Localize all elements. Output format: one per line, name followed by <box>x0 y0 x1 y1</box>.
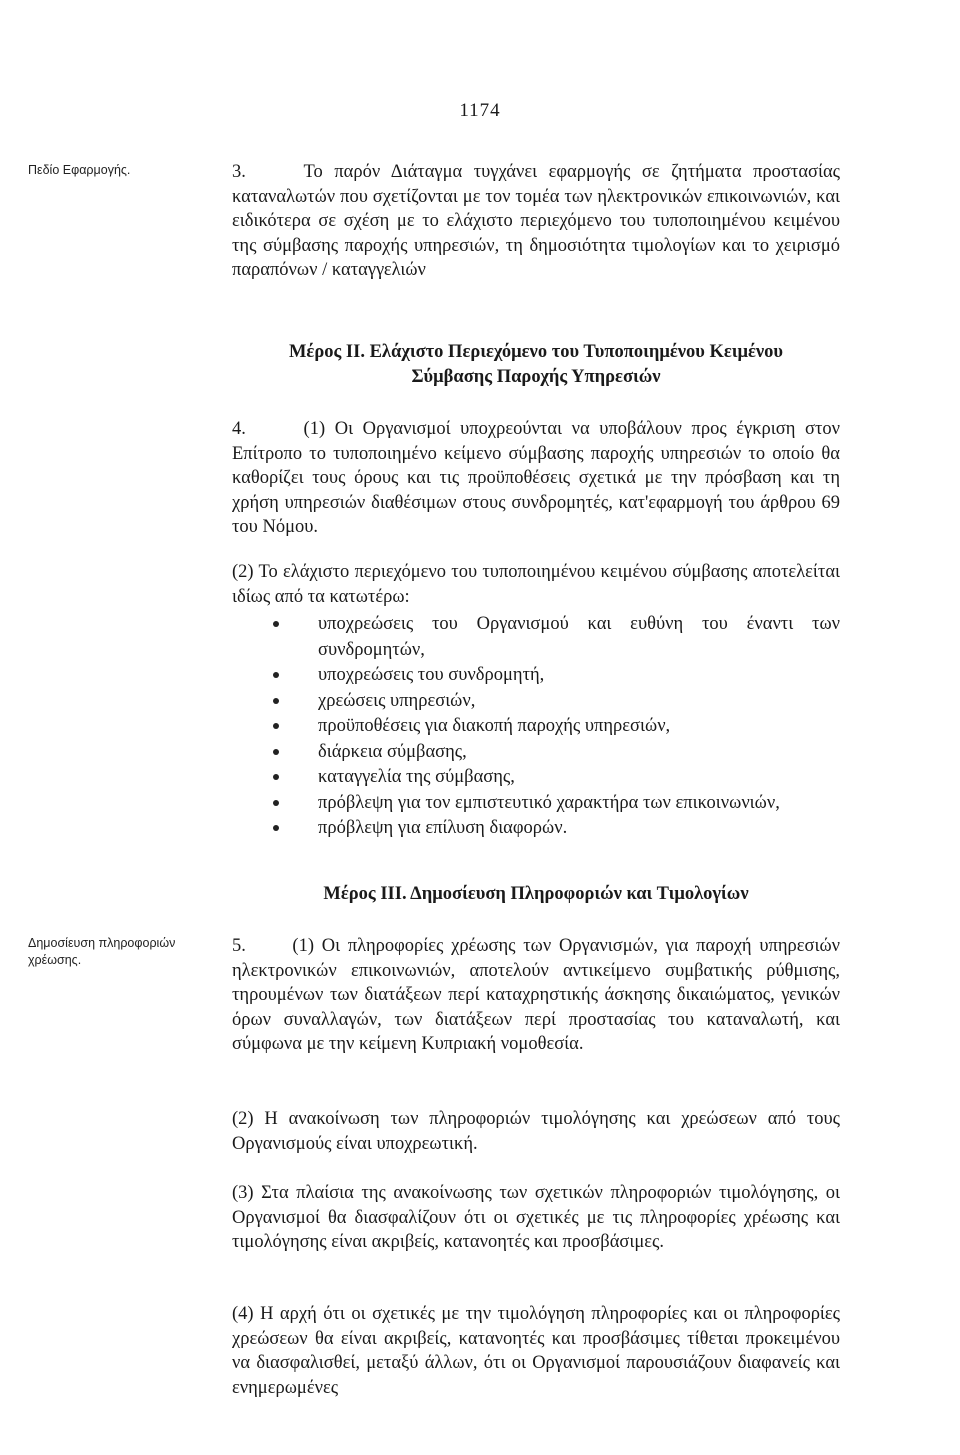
bullet-icon <box>273 672 279 678</box>
margin-note-publication: Δημοσίευση πληροφοριών χρέωσης. <box>28 936 176 967</box>
part-3-heading: Μέρος ΙΙΙ. Δημοσίευση Πληροφοριών και Τιμολογίων <box>323 884 749 904</box>
list-item: υποχρεώσεις του Οργανισμού και ευθύνη του έναντι των συνδρομητών, <box>318 612 840 663</box>
paragraph-5-1-text: (1) Οι πληροφορίες χρέωσης των Οργανισμών, για παροχή υπηρεσιών ηλεκτρονικών επικοινωνιών, αποτελούν αντικείμενο συμβατικής ρύθμισης, τηρουμένων των διατάξεων περί καταχρηστικής άσκησης δικαιώματος, γενικών όρων συναλλαγών, των διατάξεων περί προστασίας του καταναλωτή, και σύμφωνα με την κείμενη Κυπριακή νομοθεσία. <box>232 936 840 1055</box>
paragraph-4-1 <box>232 417 840 540</box>
bullet-icon <box>273 800 279 806</box>
bullet-icon <box>273 621 279 627</box>
paragraph-4-number: 4. <box>232 419 246 439</box>
paragraph-5-1 <box>232 934 840 1057</box>
paragraph-4-2-intro: (2) Το ελάχιστο περιεχόμενο του τυποποιημένου κειμένου σύμβασης αποτελείται ιδίως από τα κατωτέρω: <box>232 562 840 607</box>
paragraph-5-4: (4) Η αρχή ότι οι σχετικές με την τιμολόγηση πληροφορίες και οι πληροφορίες χρεώσεων θα είναι ακριβείς, κατανοητές και προσβάσιμες τίθεται προκειμένου να διασφαλισθεί, μεταξύ άλλων, ότι οι Οργανισμοί παρουσιάζουν διαφανείς και ενημερωμένες <box>232 1304 840 1398</box>
bullet-icon <box>273 698 279 704</box>
part-2-heading <box>232 340 840 390</box>
paragraph-5-number: 5. <box>232 936 246 956</box>
paragraph-3-number: 3. <box>232 162 246 182</box>
paragraph-5-2: (2) Η ανακοίνωση των πληροφοριών τιμολόγησης και χρεώσεων από τους Οργανισμούς είναι υποχρεωτική. <box>232 1109 840 1154</box>
paragraph-5-3: (3) Στα πλαίσια της ανακοίνωσης των σχετικών πληροφοριών τιμολόγησης, οι Οργανισμοί θα διασφαλίζουν ότι οι σχετικές με τις πληροφορίες χρέωσης και τιμολόγησης είναι ακριβείς, κατανοητές και προσβάσιμες. <box>232 1183 840 1253</box>
list-item: διάρκεια σύμβασης, <box>318 740 840 766</box>
list-item: χρεώσεις υπηρεσιών, <box>318 689 840 715</box>
list-item: προϋποθέσεις για διακοπή παροχής υπηρεσιών, <box>318 714 840 740</box>
bullet-icon <box>273 774 279 780</box>
paragraph-3 <box>232 160 840 283</box>
part-2-heading-line1: Μέρος ΙΙ. Ελάχιστο Περιεχόμενο του Τυποποιημένου Κειμένου <box>288 342 784 362</box>
paragraph-3-text: Το παρόν Διάταγμα τυγχάνει εφαρμογής σε ζητήματα προστασίας καταναλωτών που σχετίζονται με τον τομέα των ηλεκτρονικών επικοινωνιών, και ειδικότερα σε σχέση με το ελάχιστο περιεχόμενο του τυποποιημένου κειμένου της σύμβασης παροχής υπηρεσιών, τη δημοσιότητα τιμολογίων και το χειρισμό παραπόνων / καταγγελιών <box>232 162 840 281</box>
list-item: υποχρεώσεις του συνδρομητή, <box>318 663 840 689</box>
page-number: 1174 <box>459 100 501 121</box>
list-item: πρόβλεψη για τον εμπιστευτικό χαρακτήρα των επικοινωνιών, <box>318 791 840 817</box>
bullet-icon <box>273 825 279 831</box>
list-item: καταγγελία της σύμβασης, <box>318 765 840 791</box>
contract-content-list <box>318 612 840 842</box>
paragraph-4-1-text: (1) Οι Οργανισμοί υποχρεούνται να υποβάλουν προς έγκριση στον Επίτροπο το τυποποιημένο κείμενο σύμβασης παροχής υπηρεσιών το οποίο θα καθορίζει τους όρους και τις προϋποθέσεις σχετικά με την πρόσβαση και τη χρήση υπηρεσιών διαθέσιμων στους συνδρομητές, κατ'εφαρμογή του άρθρου 69 του Νόμου. <box>232 419 841 538</box>
bullet-icon <box>273 723 279 729</box>
part-2-heading-line2: Σύμβασης Παροχής Υπηρεσιών <box>411 367 661 387</box>
bullet-icon <box>273 749 279 755</box>
margin-note-scope: Πεδίο Εφαρμογής. <box>28 163 131 177</box>
list-item: πρόβλεψη για επίλυση διαφορών. <box>318 816 840 842</box>
